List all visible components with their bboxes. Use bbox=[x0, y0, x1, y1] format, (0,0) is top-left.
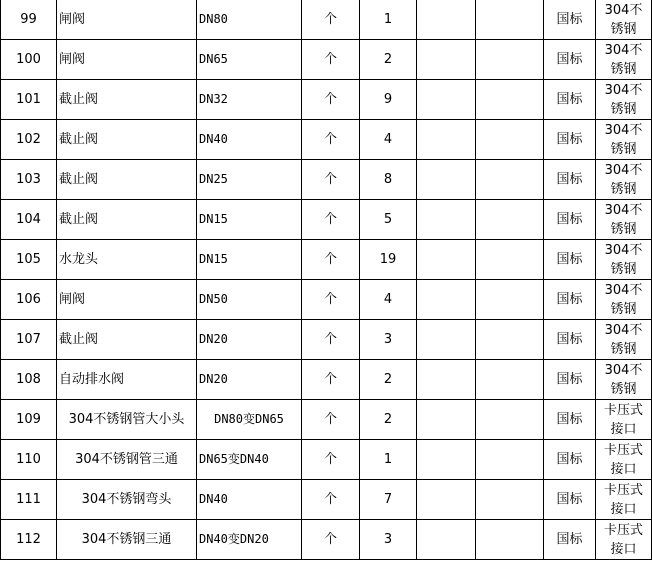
unit-cell: 个 bbox=[302, 240, 360, 280]
row-number-cell: 103 bbox=[1, 160, 57, 200]
spec-cell: DN65 bbox=[197, 40, 302, 80]
table-row bbox=[1, 200, 652, 240]
empty-cell bbox=[476, 80, 544, 120]
empty-cell bbox=[417, 320, 476, 360]
table-row bbox=[1, 240, 652, 280]
material-line: 锈钢 bbox=[610, 221, 637, 237]
item-name-cell: 截止阀 bbox=[57, 80, 197, 120]
material-line: 锈钢 bbox=[610, 101, 637, 117]
material-line: 锈钢 bbox=[610, 61, 637, 77]
material-line: 锈钢 bbox=[610, 261, 637, 277]
material-line: 锈钢 bbox=[610, 381, 637, 397]
material-line: 304不 bbox=[604, 162, 643, 178]
empty-cell bbox=[417, 40, 476, 80]
empty-cell bbox=[417, 480, 476, 520]
item-name-cell: 304不锈钢管三通 bbox=[57, 440, 197, 480]
table-row bbox=[1, 520, 652, 560]
spec-cell: DN40 bbox=[197, 120, 302, 160]
material-line: 卡压式 bbox=[603, 442, 643, 458]
empty-cell bbox=[417, 360, 476, 400]
standard-cell: 国标 bbox=[544, 200, 596, 240]
empty-cell bbox=[417, 440, 476, 480]
table-row bbox=[1, 40, 652, 80]
unit-cell: 个 bbox=[302, 200, 360, 240]
standard-cell: 国标 bbox=[544, 280, 596, 320]
spec-cell: DN40 bbox=[197, 480, 302, 520]
spec-cell: DN65变DN40 bbox=[197, 440, 302, 480]
unit-cell: 个 bbox=[302, 400, 360, 440]
spec-cell: DN15 bbox=[197, 240, 302, 280]
material-line: 304不 bbox=[604, 42, 643, 58]
quantity-cell: 2 bbox=[360, 40, 417, 80]
material-line: 304不 bbox=[604, 362, 643, 378]
material-line: 锈钢 bbox=[610, 21, 637, 37]
material-line: 锈钢 bbox=[610, 141, 637, 157]
material-line: 卡压式 bbox=[603, 522, 643, 538]
empty-cell bbox=[476, 240, 544, 280]
empty-cell bbox=[476, 160, 544, 200]
material-line: 接口 bbox=[610, 421, 637, 437]
quantity-cell: 2 bbox=[360, 360, 417, 400]
material-cell bbox=[596, 120, 652, 160]
unit-cell: 个 bbox=[302, 360, 360, 400]
row-number-cell: 111 bbox=[1, 480, 57, 520]
spec-cell: DN80 bbox=[197, 0, 302, 40]
table-row bbox=[1, 80, 652, 120]
item-name-cell: 304不锈钢弯头 bbox=[57, 480, 197, 520]
material-cell bbox=[596, 480, 652, 520]
row-number-cell: 102 bbox=[1, 120, 57, 160]
material-line: 锈钢 bbox=[610, 181, 637, 197]
material-line: 锈钢 bbox=[610, 301, 637, 317]
quantity-cell: 7 bbox=[360, 480, 417, 520]
standard-cell: 国标 bbox=[544, 120, 596, 160]
material-line: 接口 bbox=[610, 501, 637, 517]
standard-cell: 国标 bbox=[544, 360, 596, 400]
unit-cell: 个 bbox=[302, 0, 360, 40]
spec-cell: DN40变DN20 bbox=[197, 520, 302, 560]
material-cell bbox=[596, 280, 652, 320]
item-name-cell: 闸阀 bbox=[57, 280, 197, 320]
item-name-cell: 闸阀 bbox=[57, 40, 197, 80]
material-cell bbox=[596, 160, 652, 200]
material-line: 接口 bbox=[610, 541, 637, 557]
standard-cell: 国标 bbox=[544, 0, 596, 40]
material-cell bbox=[596, 400, 652, 440]
table-row bbox=[1, 160, 652, 200]
item-name-cell: 304不锈钢管大小头 bbox=[57, 400, 197, 440]
row-number-cell: 109 bbox=[1, 400, 57, 440]
empty-cell bbox=[476, 480, 544, 520]
quantity-cell: 3 bbox=[360, 320, 417, 360]
row-number-cell: 105 bbox=[1, 240, 57, 280]
unit-cell: 个 bbox=[302, 280, 360, 320]
standard-cell: 国标 bbox=[544, 520, 596, 560]
row-number-cell: 104 bbox=[1, 200, 57, 240]
material-cell bbox=[596, 440, 652, 480]
empty-cell bbox=[476, 440, 544, 480]
material-cell bbox=[596, 360, 652, 400]
row-number-cell: 101 bbox=[1, 80, 57, 120]
empty-cell bbox=[417, 80, 476, 120]
empty-cell bbox=[476, 0, 544, 40]
material-line: 304不 bbox=[604, 242, 643, 258]
standard-cell: 国标 bbox=[544, 400, 596, 440]
material-line: 304不 bbox=[604, 2, 643, 18]
spec-cell: DN32 bbox=[197, 80, 302, 120]
empty-cell bbox=[417, 280, 476, 320]
standard-cell: 国标 bbox=[544, 440, 596, 480]
unit-cell: 个 bbox=[302, 40, 360, 80]
standard-cell: 国标 bbox=[544, 320, 596, 360]
material-cell bbox=[596, 0, 652, 40]
item-name-cell: 截止阀 bbox=[57, 200, 197, 240]
quantity-cell: 9 bbox=[360, 80, 417, 120]
material-line: 304不 bbox=[604, 202, 643, 218]
table-row bbox=[1, 280, 652, 320]
empty-cell bbox=[417, 160, 476, 200]
empty-cell bbox=[476, 520, 544, 560]
unit-cell: 个 bbox=[302, 440, 360, 480]
spec-cell: DN20 bbox=[197, 360, 302, 400]
empty-cell bbox=[417, 400, 476, 440]
table-row bbox=[1, 480, 652, 520]
material-cell bbox=[596, 320, 652, 360]
standard-cell: 国标 bbox=[544, 40, 596, 80]
table-row bbox=[1, 0, 652, 40]
item-name-cell: 自动排水阀 bbox=[57, 360, 197, 400]
material-cell bbox=[596, 40, 652, 80]
quantity-cell: 8 bbox=[360, 160, 417, 200]
quantity-cell: 19 bbox=[360, 240, 417, 280]
item-name-cell: 水龙头 bbox=[57, 240, 197, 280]
material-line: 锈钢 bbox=[610, 341, 637, 357]
empty-cell bbox=[476, 200, 544, 240]
unit-cell: 个 bbox=[302, 320, 360, 360]
standard-cell: 国标 bbox=[544, 240, 596, 280]
standard-cell: 国标 bbox=[544, 160, 596, 200]
material-cell bbox=[596, 200, 652, 240]
standard-cell: 国标 bbox=[544, 80, 596, 120]
item-name-cell: 304不锈钢三通 bbox=[57, 520, 197, 560]
quantity-cell: 4 bbox=[360, 120, 417, 160]
material-line: 304不 bbox=[604, 282, 643, 298]
quantity-cell: 4 bbox=[360, 280, 417, 320]
quantity-cell: 3 bbox=[360, 520, 417, 560]
table-row bbox=[1, 120, 652, 160]
row-number-cell: 99 bbox=[1, 0, 57, 40]
quantity-cell: 2 bbox=[360, 400, 417, 440]
item-name-cell: 闸阀 bbox=[57, 0, 197, 40]
material-cell bbox=[596, 240, 652, 280]
material-line: 卡压式 bbox=[603, 482, 643, 498]
empty-cell bbox=[476, 40, 544, 80]
quantity-cell: 1 bbox=[360, 0, 417, 40]
row-number-cell: 108 bbox=[1, 360, 57, 400]
table-body bbox=[1, 0, 652, 560]
standard-cell: 国标 bbox=[544, 480, 596, 520]
row-number-cell: 107 bbox=[1, 320, 57, 360]
spec-cell: DN25 bbox=[197, 160, 302, 200]
item-name-cell: 截止阀 bbox=[57, 160, 197, 200]
empty-cell bbox=[476, 280, 544, 320]
unit-cell: 个 bbox=[302, 480, 360, 520]
spec-cell: DN50 bbox=[197, 280, 302, 320]
empty-cell bbox=[417, 200, 476, 240]
row-number-cell: 110 bbox=[1, 440, 57, 480]
row-number-cell: 100 bbox=[1, 40, 57, 80]
table-row bbox=[1, 320, 652, 360]
empty-cell bbox=[476, 120, 544, 160]
empty-cell bbox=[476, 320, 544, 360]
empty-cell bbox=[476, 400, 544, 440]
spec-cell: DN80变DN65 bbox=[197, 400, 302, 440]
material-line: 接口 bbox=[610, 461, 637, 477]
item-name-cell: 截止阀 bbox=[57, 320, 197, 360]
spec-cell: DN20 bbox=[197, 320, 302, 360]
unit-cell: 个 bbox=[302, 520, 360, 560]
unit-cell: 个 bbox=[302, 120, 360, 160]
unit-cell: 个 bbox=[302, 160, 360, 200]
table-row bbox=[1, 360, 652, 400]
material-line: 304不 bbox=[604, 82, 643, 98]
quantity-cell: 5 bbox=[360, 200, 417, 240]
empty-cell bbox=[476, 360, 544, 400]
empty-cell bbox=[417, 0, 476, 40]
material-cell bbox=[596, 80, 652, 120]
empty-cell bbox=[417, 240, 476, 280]
row-number-cell: 106 bbox=[1, 280, 57, 320]
table-row bbox=[1, 440, 652, 480]
material-line: 304不 bbox=[604, 122, 643, 138]
material-cell bbox=[596, 520, 652, 560]
row-number-cell: 112 bbox=[1, 520, 57, 560]
quantity-cell: 1 bbox=[360, 440, 417, 480]
empty-cell bbox=[417, 120, 476, 160]
unit-cell: 个 bbox=[302, 80, 360, 120]
material-line: 304不 bbox=[604, 322, 643, 338]
item-name-cell: 截止阀 bbox=[57, 120, 197, 160]
spec-cell: DN15 bbox=[197, 200, 302, 240]
table-row bbox=[1, 400, 652, 440]
empty-cell bbox=[417, 520, 476, 560]
material-line: 卡压式 bbox=[603, 402, 643, 418]
